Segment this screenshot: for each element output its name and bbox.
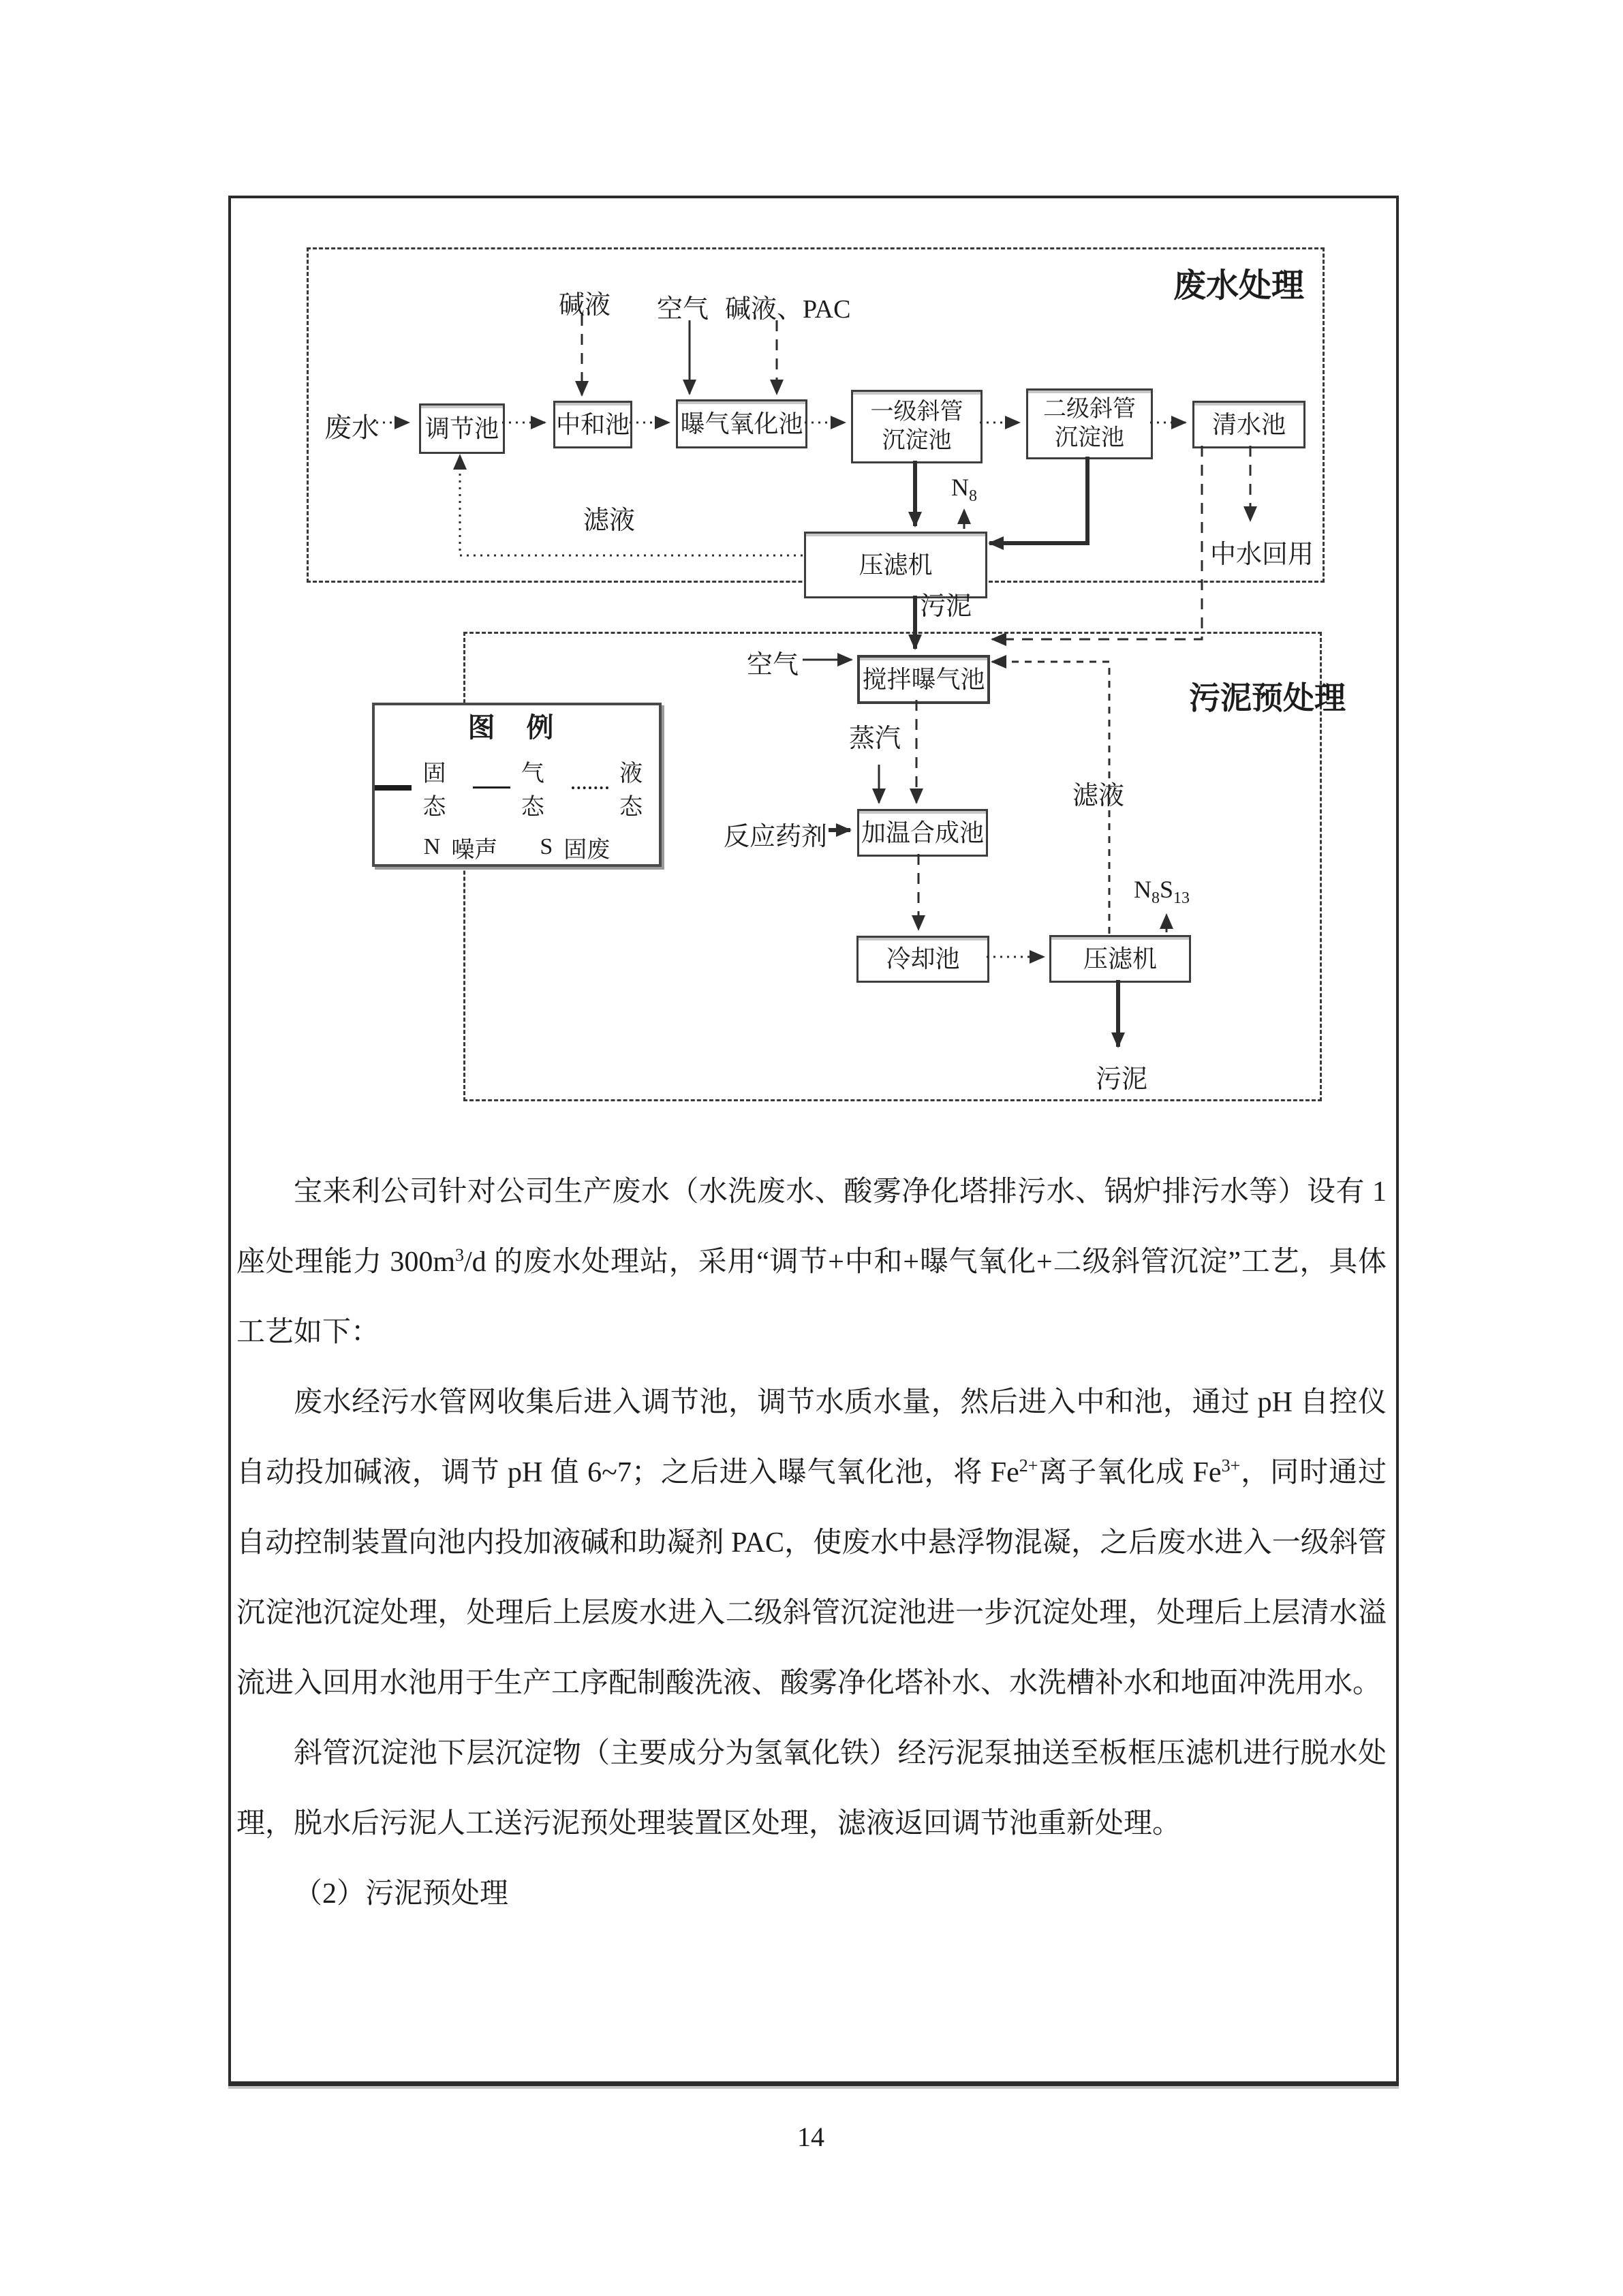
gas-line-sample bbox=[473, 786, 510, 789]
noise-n8-letter: N bbox=[951, 474, 969, 501]
box-primary-clarifier bbox=[851, 390, 983, 463]
legend-gas-label: 气态 bbox=[521, 761, 544, 820]
n8s13-s: S bbox=[1160, 876, 1174, 903]
legend-s-key: S bbox=[540, 834, 553, 859]
label-wastewater-input: 废水 bbox=[324, 412, 379, 443]
page-number: 14 bbox=[797, 2122, 824, 2152]
legend-box bbox=[372, 703, 662, 867]
box-heating-synthesis-tank-label: 加温合成池 bbox=[861, 818, 984, 846]
n8s13-n: N bbox=[1134, 876, 1151, 903]
box-aeration-oxidation-tank-label: 曝气氧化池 bbox=[680, 410, 803, 438]
label-air-2: 空气 bbox=[747, 651, 799, 679]
p1-superscript: 3 bbox=[455, 1245, 464, 1265]
legend-n-label: 噪声 bbox=[451, 837, 498, 863]
wastewater-section-title: 废水处理 bbox=[1173, 268, 1305, 304]
box-secondary-clarifier bbox=[1026, 388, 1153, 459]
n8s13-s-sub: 13 bbox=[1173, 889, 1190, 908]
p1-text-2: /d 的废水处理站，采用“调节+中和+曝气氧化+二级斜管沉淀”工艺，具体工艺如下： bbox=[236, 1246, 1387, 1348]
legend-liquid-label: 液态 bbox=[619, 761, 643, 820]
box-aeration-oxidation-tank bbox=[676, 399, 807, 448]
legend-n-key: N bbox=[423, 834, 441, 859]
legend-row-keys bbox=[424, 831, 610, 864]
label-reagent: 反应药剂 bbox=[724, 823, 828, 851]
box-stir-aeration-tank bbox=[857, 655, 990, 704]
noise-n8-sub: 8 bbox=[969, 487, 977, 506]
n8s13-n-sub: 8 bbox=[1151, 889, 1160, 908]
paragraph-4: （2）污泥预处理 bbox=[294, 1878, 509, 1910]
label-water-reuse: 中水回用 bbox=[1210, 540, 1314, 569]
p2-text-3: ，同时通过自动控制装置向池内投加液碱和助凝剂 PAC，使废水中悬浮物混凝，之后废水进入一级斜管沉淀池沉淀处理，处理后上层废水进入二级斜管沉淀池进一步沉淀处理，处理后上层清水溢流进入回用水池用于生产工序配制酸洗液、酸雾净化塔补水、水洗槽补水和地面冲洗用水。 bbox=[236, 1457, 1387, 1699]
label-filtrate-2: 滤液 bbox=[1072, 782, 1125, 810]
liquid-line-sample bbox=[572, 786, 608, 789]
box-filter-press-1-label: 压滤机 bbox=[859, 551, 933, 579]
box-filter-press-2-label: 压滤机 bbox=[1083, 945, 1157, 973]
box-secondary-clarifier-line1: 二级斜管 bbox=[1043, 396, 1136, 422]
label-steam: 蒸汽 bbox=[849, 724, 901, 753]
label-alkali: 碱液 bbox=[559, 291, 611, 320]
box-secondary-clarifier-line2: 沉淀池 bbox=[1055, 425, 1124, 450]
label-noise-n8s13 bbox=[1134, 875, 1190, 908]
box-regulating-tank bbox=[419, 403, 505, 454]
legend-solid-label: 固态 bbox=[422, 761, 446, 820]
paragraph-3: 斜管沉淀池下层沉淀物（主要成分为氢氧化铁）经污泥泵抽送至板框压滤机进行脱水处理，脱水后污泥人工送污泥预处理装置区处理，滤液返回调节池重新处理。 bbox=[236, 1738, 1387, 1839]
box-neutralization-tank-label: 中和池 bbox=[555, 410, 630, 438]
label-alkali-pac: 碱液、PAC bbox=[725, 295, 851, 324]
label-sludge-out: 污泥 bbox=[1096, 1065, 1148, 1094]
label-air-1: 空气 bbox=[657, 295, 709, 324]
p2-text-1: 废水经污水管网收集后进入调节池，调节水质水量，然后进入中和池，通过 pH 自控仪自动投加碱液，调节 pH 值 6~7；之后进入曝气氧化池，将 Fe bbox=[236, 1387, 1387, 1488]
legend-row-states bbox=[375, 754, 659, 821]
box-stir-aeration-tank-label: 搅拌曝气池 bbox=[862, 665, 985, 693]
paragraph-2 bbox=[236, 1368, 1387, 1719]
box-filter-press-2 bbox=[1049, 935, 1191, 983]
sludge-section-title: 污泥预处理 bbox=[1189, 681, 1346, 716]
p2-text-2: 离子氧化成 Fe bbox=[1038, 1457, 1222, 1488]
body-text bbox=[236, 1157, 1387, 1929]
box-clean-water-tank bbox=[1192, 401, 1305, 448]
box-clean-water-tank-label: 清水池 bbox=[1211, 410, 1286, 438]
box-neutralization-tank bbox=[553, 401, 632, 448]
paragraph-1 bbox=[236, 1157, 1387, 1368]
box-primary-clarifier-line1: 一级斜管 bbox=[870, 399, 963, 425]
label-filtrate-1: 滤液 bbox=[583, 506, 636, 535]
legend-s-label: 固废 bbox=[563, 837, 610, 863]
solid-line-sample bbox=[375, 785, 412, 791]
box-regulating-tank-label: 调节池 bbox=[424, 414, 499, 442]
p2-superscript-1: 2+ bbox=[1019, 1456, 1038, 1475]
box-cooling-tank bbox=[856, 936, 989, 983]
label-sludge-mid: 污泥 bbox=[920, 592, 972, 621]
label-noise-n8 bbox=[951, 473, 977, 506]
box-cooling-tank-label: 冷却池 bbox=[886, 945, 960, 973]
box-primary-clarifier-line2: 沉淀池 bbox=[882, 428, 952, 453]
p2-superscript-2: 3+ bbox=[1221, 1456, 1241, 1475]
legend-title: 图 例 bbox=[467, 711, 566, 743]
box-heating-synthesis-tank bbox=[857, 809, 988, 857]
p1-text-1: 宝来利公司针对公司生产废水（水洗废水、酸雾净化塔排污水、锅炉排污水等）设有 1 座处理能力 300m bbox=[236, 1176, 1387, 1278]
